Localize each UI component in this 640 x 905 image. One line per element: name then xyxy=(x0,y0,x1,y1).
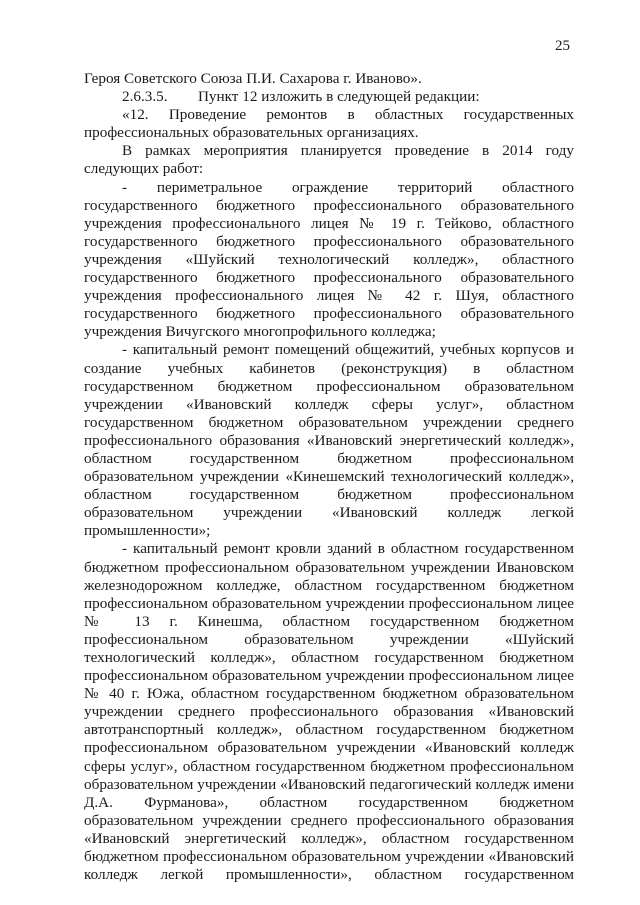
text-line: государственного бюджетного профессионального образовательного xyxy=(84,269,574,287)
text-line: Д.А. Фурманова», областном государственном бюджетном xyxy=(84,793,574,811)
text-line: государственном бюджетном профессиональном образовательном xyxy=(84,377,574,395)
text-line: сферы услуг», областном государственном бюджетном профессиональном xyxy=(84,757,574,775)
text-line: образовательном учреждении «Ивановский колледж легкой xyxy=(84,504,574,522)
text-line: профессиональном образовательном учреждении «Шуйский xyxy=(84,630,574,648)
text-line: учреждении среднего профессионального образования «Ивановский xyxy=(84,703,574,721)
text-line: бюджетном профессиональном образовательном учреждении Ивановском xyxy=(84,558,574,576)
text-line: колледж легкой промышленности», областном государственном xyxy=(84,866,574,884)
text-line: технологический колледж», областном государственном бюджетном xyxy=(84,649,574,666)
text-line: - капитальный ремонт кровли зданий в областном государственном xyxy=(122,540,574,558)
document-body xyxy=(84,70,574,884)
text-line: - периметральное ограждение территорий областного xyxy=(122,178,574,196)
text-line: промышленности»; xyxy=(84,522,211,540)
text-line: государственного бюджетного профессионального образовательного xyxy=(84,196,574,214)
text-line: 2.6.3.5. Пункт 12 изложить в следующей редакции: xyxy=(122,88,480,106)
page-number: 25 xyxy=(555,38,570,54)
text-line: учреждения профессионального лицея № 19 г. Тейково, областного xyxy=(84,214,574,232)
text-line: железнодорожном колледже, областном государственном бюджетном xyxy=(84,576,574,594)
text-line: учреждения «Шуйский технологический колледж», областного xyxy=(84,250,574,268)
text-line: областном государственном бюджетном профессиональном xyxy=(84,486,574,504)
text-line: № 40 г. Южа, областном государственном бюджетном образовательном xyxy=(84,685,574,703)
text-line: - капитальный ремонт помещений общежитий, учебных корпусов и xyxy=(122,341,574,359)
text-line: профессиональном образовательном учреждении «Ивановский колледж xyxy=(84,739,574,757)
text-line: образовательном учреждении «Ивановский педагогический колледж имени xyxy=(84,775,574,793)
text-line: профессиональном образовательном учреждении профессиональном лицее xyxy=(84,667,574,685)
text-line: государственного бюджетного профессионального образовательного xyxy=(84,232,574,250)
text-line: автотранспортный колледж», областном государственном бюджетном xyxy=(84,721,574,739)
text-line: областном государственном бюджетном профессиональном xyxy=(84,449,574,467)
text-line: государственном бюджетном образовательном учреждении среднего xyxy=(84,413,574,431)
text-line: создание учебных кабинетов (реконструкция) в областном xyxy=(84,359,574,377)
text-line: профессиональных образовательных организациях. xyxy=(84,124,419,142)
text-line: В рамках мероприятия планируется проведение в 2014 году xyxy=(122,142,574,160)
text-line: государственного бюджетного профессионального образовательного xyxy=(84,305,574,323)
text-line: «Ивановский энергетический колледж», областном государственном xyxy=(84,829,574,847)
text-line: учреждения Вичугского многопрофильного колледжа; xyxy=(84,323,436,341)
text-line: учреждении «Ивановский колледж сферы услуг», областном xyxy=(84,395,574,413)
text-line: бюджетном профессиональном образовательном учреждении «Ивановский xyxy=(84,848,574,866)
text-line: учреждения профессионального лицея № 42 г. Шуя, областного xyxy=(84,287,574,305)
text-line: «12. Проведение ремонтов в областных государственных xyxy=(122,106,574,124)
text-line: следующих работ: xyxy=(84,160,204,178)
text-line: образовательном учреждении среднего профессионального образования xyxy=(84,811,574,829)
text-line: Героя Советского Союза П.И. Сахарова г. Иваново». xyxy=(84,70,422,87)
text-line: профессиональном образовательном учреждении профессиональном лицее xyxy=(84,594,574,612)
text-line: профессионального образования «Ивановский энергетический колледж», xyxy=(84,431,574,449)
text-line: образовательном учреждении «Кинешемский технологический колледж», xyxy=(84,468,574,486)
text-line: № 13 г. Кинешма, областном государственном бюджетном xyxy=(84,612,574,630)
